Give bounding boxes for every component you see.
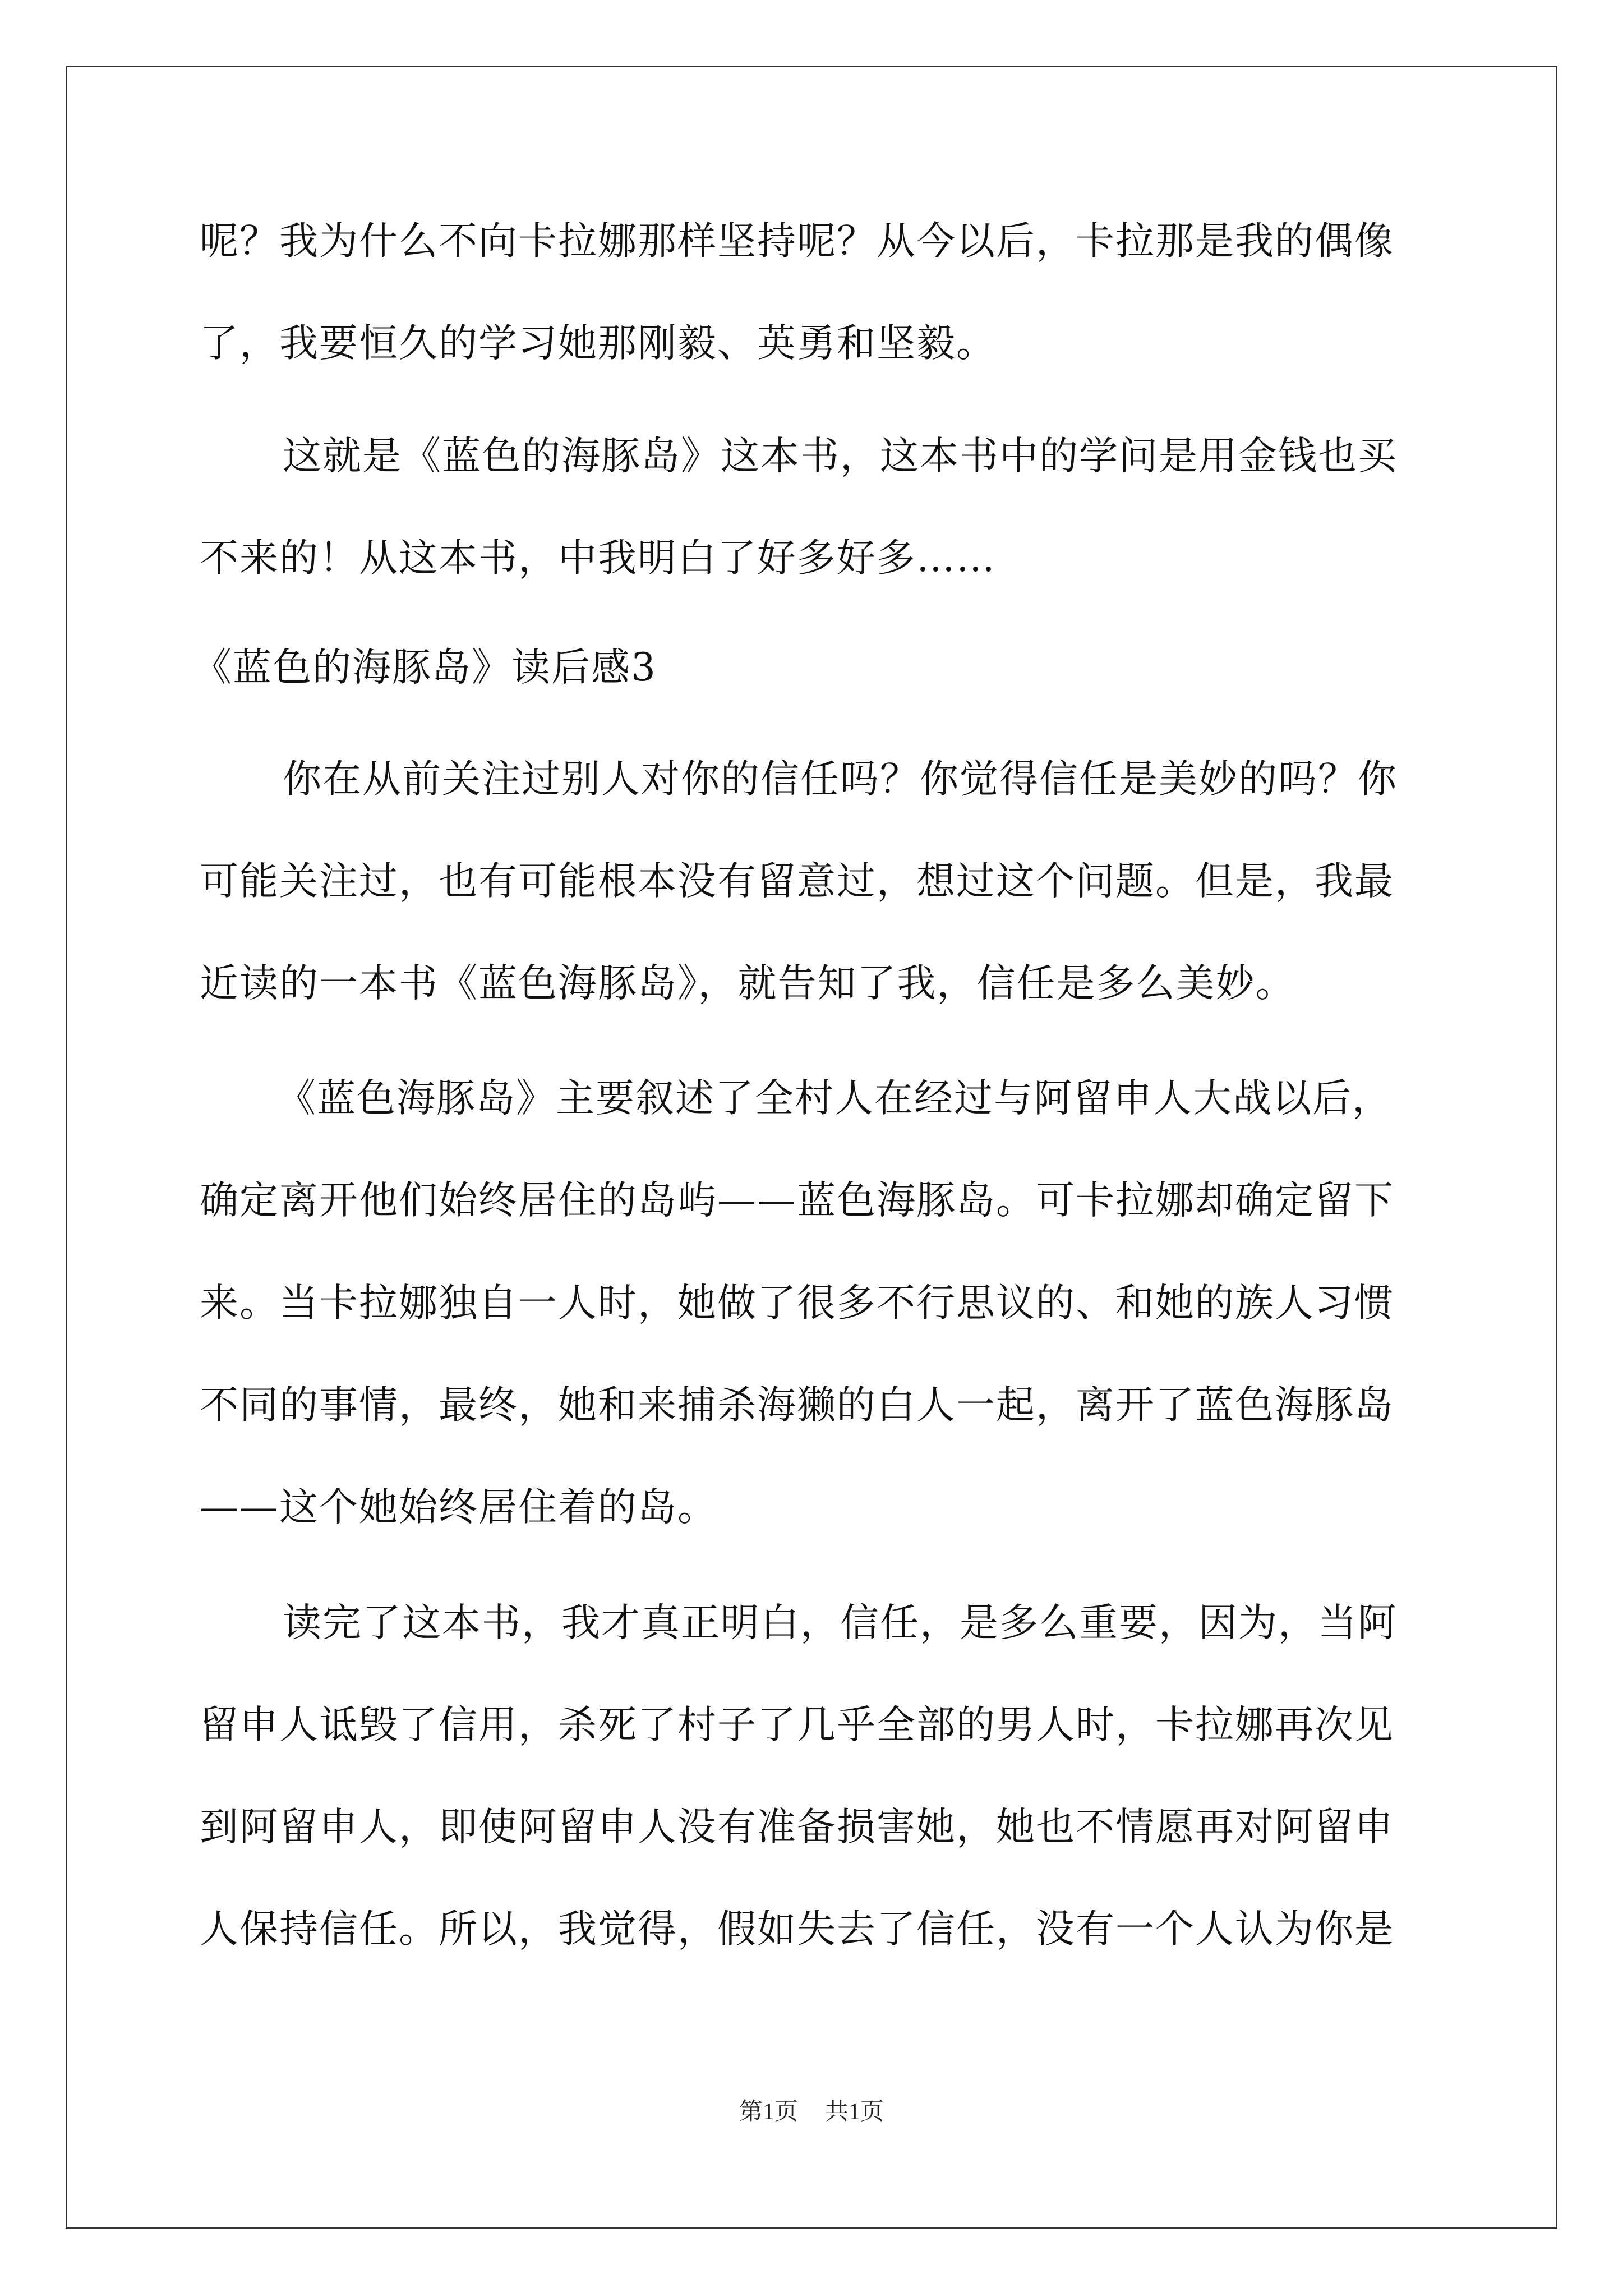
paragraph-start-line: 这就是《蓝色的海豚岛》这本书，这本书中的学问是用金钱也买 (283, 434, 1398, 478)
page-footer (0, 2095, 1623, 2129)
text-line: 近读的一本书《蓝色海豚岛》，就告知了我，信任是多么美妙。 (200, 961, 1295, 1006)
paragraph-start-line: 你在从前关注过别人对你的信任吗？你觉得信任是美妙的吗？你 (283, 757, 1398, 802)
page-total: 共1页 (825, 2099, 884, 2125)
text-line: 确定离开他们始终居住的岛屿——蓝色海豚岛。可卡拉娜却确定留下 (200, 1178, 1394, 1223)
text-line: 可能关注过，也有可能根本没有留意过，想过这个问题。但是，我最 (200, 859, 1394, 904)
text-line: 人保持信任。所以，我觉得，假如失去了信任，没有一个人认为你是 (200, 1907, 1394, 1952)
paragraph-start-line: 读完了这本书，我才真正明白，信任，是多么重要，因为，当阿 (283, 1600, 1398, 1645)
text-line: 留申人诋毁了信用，杀死了村子了几乎全部的男人时，卡拉娜再次见 (200, 1703, 1394, 1747)
page-number: 第1页 (739, 2099, 798, 2125)
text-line: ——这个她始终居住着的岛。 (200, 1485, 717, 1530)
text-line: 到阿留申人，即使阿留申人没有准备损害她，她也不情愿再对阿留申 (200, 1805, 1394, 1849)
text-line: 来。当卡拉娜独自一人时，她做了很多不行思议的、和她的族人习惯 (200, 1281, 1394, 1326)
text-line: 呢？我为什么不向卡拉娜那样坚持呢？从今以后，卡拉那是我的偶像 (200, 219, 1394, 264)
paragraph-start-line: 《蓝色海豚岛》主要叙述了全村人在经过与阿留申人大战以后， (277, 1076, 1392, 1121)
section-heading: 《蓝色的海豚岛》读后感3 (193, 645, 657, 690)
text-line: 不来的！从这本书，中我明白了好多好多…… (200, 536, 996, 581)
text-line: 了，我要恒久的学习她那刚毅、英勇和坚毅。 (200, 321, 996, 366)
text-line: 不同的事情，最终，她和来捕杀海獭的白人一起，离开了蓝色海豚岛 (200, 1383, 1394, 1428)
